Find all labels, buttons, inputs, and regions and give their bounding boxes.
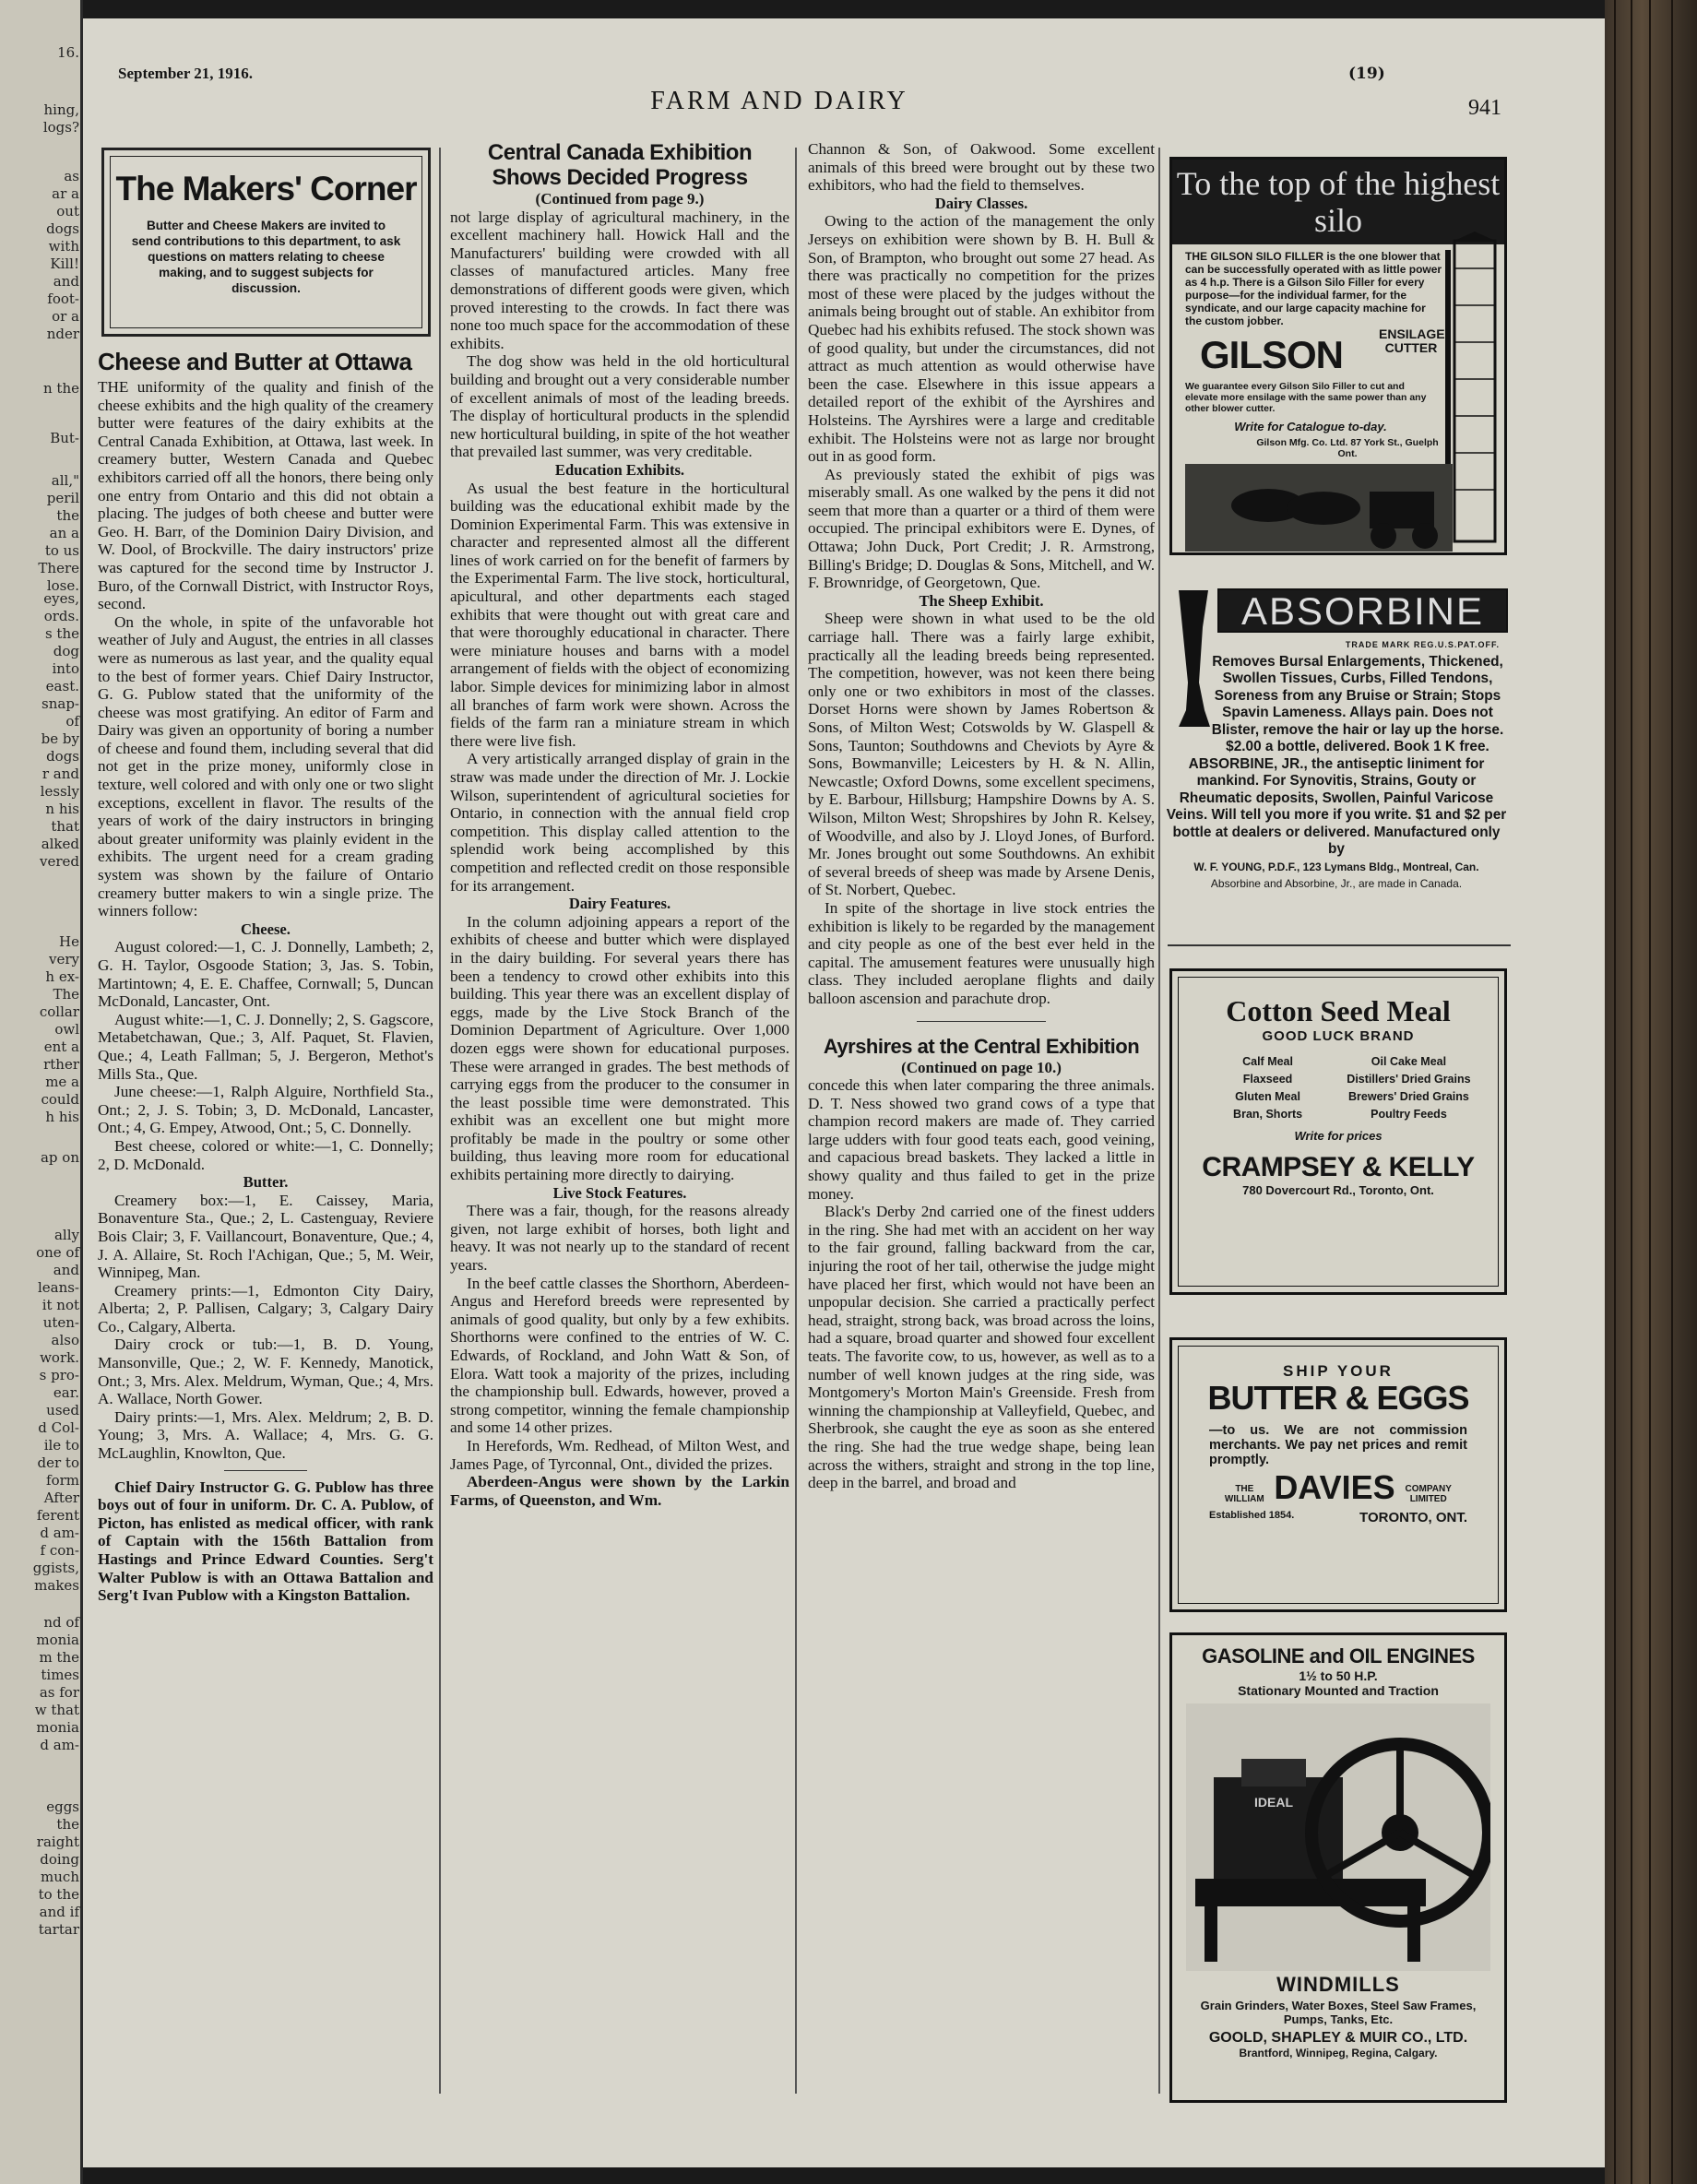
article-paragraph: concede this when later comparing the three animals. D. T. Ness showed two grand cows of a type that champion record makers are made of. They carried large udders with four good teats each, good veining, and capacious bread baskets. They lacked a little in showy quality and thus failed to get in the prize money. [808, 1076, 1155, 1203]
absorbine-address: W. F. YOUNG, P.D.F., 123 Lymans Bldg., Montreal, Can. [1193, 860, 1479, 873]
column-2 [450, 140, 789, 2095]
column-rule [795, 148, 797, 2094]
issue-date: September 21, 1916. [118, 65, 254, 82]
cotton-title: Cotton Seed Meal [1226, 994, 1451, 1027]
previous-page-edge [0, 0, 83, 2184]
windmills: WINDMILLS [1276, 1973, 1400, 1996]
absorbine-ad [1164, 636, 1509, 893]
article-paragraph: There was a fair, though, for the reasons already given, not large exhibit of horses, both light and heavy. It was not nearly up to the standard of recent years. [450, 1202, 789, 1275]
davies-city: TORONTO, ONT. [1359, 1510, 1467, 1525]
davies-est: Established 1854. [1209, 1510, 1295, 1521]
absorbine-text: Removes Bursal Enlargements, Thickened, Swollen Tissues, Curbs, Filled Tendons, Soreness from any Bruise or Strain; Stops Spavin Lameness. Allays pain. Does not Blister, remove the hair or lay up the horse. $2.00 a bottle, delivered. Book 1 K free. [1211, 653, 1504, 754]
gilson-address: Gilson Mfg. Co. Ltd. 87 York St., Guelph Ont. [1256, 437, 1439, 459]
edge-fragment: ally one of and leans- it not uten- also work. s pro- ear. used d Col- ile to der to form After ferent d am- f con- ggists, makes [32, 1227, 79, 1594]
article-paragraph: In Herefords, Wm. Redhead, of Milton West, and James Page, of Tyrconnal, Ont., divided the prizes. [450, 1436, 789, 1473]
results-paragraph: Best cheese, colored or white:—1, C. Donnelly; 2, D. McDonald. [98, 1136, 433, 1173]
davies-ship: SHIP YOUR [1283, 1362, 1394, 1380]
davies-title: BUTTER & EGGS [1207, 1379, 1469, 1417]
davies-ad [1169, 1337, 1507, 1612]
article-paragraph: As usual the best feature in the horticultural building was the educational exhibit made by the Dominion Experimental Farm. This was extensive in character and represented almost all the different lines of work carried on for the benefit of farmers by the Experimental Farm. The live stock, horticultural, apicultural, and other departments each staged exhibits that were thought out with great care and that were thoroughly educational in character. There were miniature houses and barns with a model arrangement of fields with the object of economizing labor. Simple devices for minimizing labor in almost all branches of farm work were shown. Across the fields of the farm ran a miniature stream in which there were live fish. [450, 479, 789, 750]
cotton-items [1179, 1053, 1498, 1123]
edge-fragment: as ar a out dogs with Kill! and foot- or a nder [46, 168, 79, 342]
davies-text: —to us. We are not commission merchants. We pay net prices and remit promptly. [1209, 1423, 1467, 1467]
article-paragraph: Black's Derby 2nd carried one of the finest udders in the ring. She had met with an accident on her way to the fair ground, falling backward from the car, injuring the root of her tail, otherwise the judge might have placed her first, which would not have been an unpopular decision. She carried a practically perfect head, straight, strong back, was broad across the loins, had a square, broad quarter and showed four excellent teats. The favorite cow, to us, however, as well as to a number of well known judges at the ring side, was Montgomery's Morton Main's Greenside. Fresh from winning the championship at Valleyfield, Quebec, and Sherbrook, she caught the eye as soon as she entered the ring. She had the true wedge shape, being lean across the withers, straight and strong in the top line, deep in the barrel, and broad and [808, 1203, 1155, 1492]
cotton-item: Distillers' Dried Grains [1347, 1073, 1471, 1086]
gilson-ad-text: THE GILSON SILO FILLER is the one blower that can be successfully operated with as little power as 4 h.p. There is a Gilson Silo Filler for every purpose—for the individual farmer, for the syndicate, and our large capacity machine for the custom jobber. [1185, 250, 1442, 327]
headline-central-canada: Central Canada Exhibition Shows Decided Progress [487, 140, 753, 190]
edge-fragment: 16. [57, 44, 79, 61]
article-paragraph: Chief Dairy Instructor G. G. Publow has three boys out of four in uniform. Dr. C. A. Publow, of Picton, has enlisted as medical officer, with rank of Captain with the 156th Battalion from Hastings and Prince Edward Counties. Serg't Walter Publow is with an Ottawa Battalion and Serg't Ivan Publow with a Kingston Battalion. [98, 1478, 433, 1605]
column-rule [439, 148, 441, 2094]
results-paragraph: August colored:—1, C. J. Donnelly, Lambeth; 2, G. H. Taylor, Osgoode Station; 3, Jas. S. Tobin, Martintown; 4, E. E. Chaffee, Cornwall; 5, Duncan McDonald, Lancaster, Ont. [98, 938, 433, 1011]
gilson-catalogue: Write for Catalogue to-day. [1234, 420, 1387, 433]
article-paragraph: A very artistically arranged display of grain in the straw was made under the direction of Mr. J. Lockie Wilson, superintendent of agricultural societies for Ontario, in connection with the annual field crop competition. This display called attention to the splendid work being accomplished by this competition and reflected credit on those responsible for its arrangement. [450, 750, 789, 895]
edge-fragment: He very h ex- The collar owl ent a rther me a could h his [39, 933, 79, 1125]
results-paragraph: Creamery prints:—1, Edmonton City Dairy, Alberta; 2, P. Pallisen, Calgary; 3, Calgary Dairy Co., Calgary, Alberta. [98, 1281, 433, 1335]
article-paragraph: Channon & Son, of Oakwood. Some excellent animals of this breed were brought out by these two exhibitors, who had the field to themselves. [808, 140, 1155, 195]
gilson-ad [1169, 157, 1507, 555]
edge-fragment: eggs the raight doing much to the and if tartar [36, 1798, 79, 1938]
column-rule [1158, 148, 1160, 2094]
absorbine-jr-text: ABSORBINE, JR., the antiseptic liniment for mankind. For Synovitis, Strains, Gouty or Rheumatic deposits, Swollen, Painful Varicose Veins. Will tell you more if you write. $1 and $2 per bottle at dealers or delivered. Manufactured only by [1166, 755, 1507, 857]
ad-rule [1168, 944, 1511, 946]
engine-title: GASOLINE and OIL ENGINES [1202, 1644, 1475, 1668]
edge-fragment: But- [50, 430, 79, 446]
gilson-ad-top: To the top of the highest silo [1172, 160, 1504, 244]
headline-cheese-butter: Cheese and Butter at Ottawa [98, 349, 412, 375]
gilson-cutter: ENSILAGE CUTTER [1379, 326, 1445, 355]
short-rule [224, 1470, 307, 1471]
headline-ayrshires: Ayrshires at the Central Exhibition [823, 1034, 1140, 1058]
goold-cities: Brantford, Winnipeg, Regina, Calgary. [1239, 2047, 1438, 2059]
engine-illustration [1186, 1703, 1490, 1971]
edge-fragment: hing, logs? [42, 101, 79, 136]
results-paragraph: Dairy prints:—1, Mrs. Alex. Meldrum; 2, B. D. Young; 3, Mrs. A. Wallace; 4, Mrs. G. G. McLaughlin, Knowlton, Que. [98, 1407, 433, 1463]
cotton-item: Brewers' Dried Grains [1348, 1090, 1469, 1103]
cotton-cta: Write for prices [1294, 1129, 1383, 1143]
article-paragraph: In the column adjoining appears a report of the exhibits of cheese and butter which were displayed in the dairy building. For several years there has been a tendency to crowd other exhibits into this building. This year there was an excellent display of eggs, made by the Live Stock Branch of the Dominion Department of Agriculture. Over 1,000 dozen eggs were shown for educational purposes. These were arranged in grades. The best methods of carrying eggs from the producer to the consumer in the least possible time were demonstrated. This exhibit was an excellent one but might more profitably be made in the poultry or some other building, thus leaving more room for educational exhibits pertaining more directly to dairying. [450, 912, 789, 1184]
davies-the: THE WILLIAM [1224, 1484, 1264, 1504]
edge-fragment: n the [43, 380, 79, 397]
edge-fragment: ap on [40, 1149, 79, 1166]
subhead-live-stock: Live Stock Features. [552, 1183, 687, 1202]
goold-shapley-ad [1169, 1632, 1507, 2103]
continued-on: (Continued on page 10.) [901, 1058, 1062, 1076]
subhead-dairy-features: Dairy Features. [568, 895, 671, 913]
cotton-item: Poultry Feeds [1371, 1108, 1447, 1121]
article-paragraph: The dog show was held in the old horticultural building and brought out a very considerable number of excellent animals of most of the leading breeds. The display of horticultural products in the splendid new horticultural building, in spite of the hot weather that prevailed last summer, was very creditable. [450, 352, 789, 461]
column-3 [808, 140, 1155, 2095]
cotton-brand: GOOD LUCK BRAND [1262, 1028, 1415, 1044]
article-paragraph: Owing to the action of the management the only Jerseys on exhibition were shown by B. H. Bull & Son, of Brampton, who brought out some 27 head. As there was practically no competition for the prizes most of these were placed by the judges without the animals being brought out of stable. An exhibitor from Quebec had his exhibits refused. The stock shown was of good quality, but under the circumstances, did not attract as much attention as would otherwise have been the case. Elsewhere in this issue appears a detailed report of the exhibit of the Ayrshires and Holsteins. The Ayrshires were a large and creditable exhibit. The Holsteins were not as large nor brought out in as good form. [808, 212, 1155, 466]
horses-illustration [1185, 464, 1453, 552]
results-paragraph: August white:—1, C. J. Donnelly; 2, S. Gagscore, Metabetchawan, Que.; 3, Alf. Paquet, St. Flavien, Que.; 4, Leath Fallman; 5, J. Bergeron, Methot's Mills Sta., Que. [98, 1010, 433, 1083]
article-paragraph: In the beef cattle classes the Shorthorn, Aberdeen-Angus and Hereford breeds were represented by animals of good quality, but only by a few exhibits. Shorthorns were confined to the entries of W. C. Edwards, of Rockland, and John Watt & Son, of Elora. Watt took a majority of the prizes, including the championship bull. Edwards, however, proved a strong competitor, winning the female championship and some 14 other prizes. [450, 1274, 789, 1437]
article-paragraph: not large display of agricultural machinery, in the excellent machinery hall. Howick Hall and the Manufacturers' building were crowded with all classes of manufactured articles. Many free demonstrations of different goods were given, which proved interesting to the crowds. In fact there was none too much space for the accommodation of these exhibits. [450, 208, 789, 352]
short-rule [917, 1021, 1046, 1022]
subhead-sheep: The Sheep Exhibit. [919, 591, 1044, 610]
makers-corner-text: Butter and Cheese Makers are invited to send contributions to this department, to ask questions on matters relating to cheese making, and to suggest subjects for discussion. [131, 219, 401, 295]
masthead: FARM AND DAIRY [650, 87, 908, 115]
absorbine-note: Absorbine and Absorbine, Jr., are made in Canada. [1210, 877, 1463, 890]
edge-fragment: eyes, ords. s the dog into east. snap- of be by dogs r and lessly n his that alked vered [39, 590, 79, 870]
article-paragraph: As previously stated the exhibit of pigs was miserably small. As one walked by the pens it did not seem that more than a quarter or a third of them were occupied. The principal exhibitors were E. Dynes, of Ottawa; John Duck, Port Credit; J. R. Armstrong, Billing's Bridge; D. Douglas & Sons, Mitchell, and W. F. Brownridge, of Georgetown, Que. [808, 465, 1155, 592]
cotton-seed-ad [1169, 968, 1507, 1295]
article-paragraph: Sheep were shown in what used to be the old carriage hall. There was a fairly large exhibit, practically all the leading breeds being represented. The competition, however, was not keen there being only one or two exhibitors in most of the classes. Dorset Horns were shown by James Robertson & Sons, of Milton West; Cotswolds by W. Glaspell & Sons, Taunton; Southdowns and Cheviots by Ayre & Sons, Bowmanville; Leicesters by H. & N. Allin, Newcastle; Oxford Downs, some excellent specimens, by E. Barbour, Hillsburg; Hampshire Downs by A. S. Wilson, Milton West; Shropshires by John R. Kelsey, of Woodville, and also by J. Lloyd Jones, of Burford. Mr. Jones brought out some Southdowns. An exhibit of several breeds of sheep was made by Arsene Denis, of St. Norbert, Quebec. [808, 610, 1155, 899]
makers-corner-box [101, 148, 431, 337]
cotton-item: Oil Cake Meal [1371, 1055, 1447, 1068]
subhead-cheese: Cheese. [241, 920, 291, 938]
cotton-item: Gluten Meal [1235, 1090, 1300, 1103]
book-spine [1605, 0, 1697, 2184]
article-paragraph: THE uniformity of the quality and finish of the cheese exhibits and the high quality of the creamery butter were features of the dairy exhibits at the Central Canada Exhibition, at Ottawa, last week. In creamery butter, Western Canada and Quebec exhibitors carried off all the honors, there being only one entry from Ontario and this did not obtain a placing. The judges of both cheese and butter were Geo. H. Barr, of the Dominion Dairy Division, and W. Dool, of Brockville. The dairy instructors' prize was captured for the second time by Instructor J. Buro, of the Cornwall District, with Instructor Roys, second. [98, 378, 433, 613]
engine-ideal-label: IDEAL [1254, 1795, 1293, 1810]
cotton-item: Bran, Shorts [1233, 1108, 1303, 1121]
article-paragraph: Aberdeen-Angus were shown by the Larkin Farms, of Queenston, and Wm. [450, 1473, 789, 1509]
cotton-item: Flaxseed [1242, 1073, 1293, 1086]
absorbine-brand: ABSORBINE [1217, 588, 1508, 633]
continued-from: (Continued from page 9.) [535, 190, 705, 208]
article-paragraph: On the whole, in spite of the unfavorable hot weather of July and August, the entries in all classes were as numerous as last year, and the quality equal to the best of former years. Chief Dairy Instructor, G. G. Publow stated that the uniformity of the cheese was most gratifying. An editor of Farm and Dairy was given an opportunity of boring a number of cheese and found them, including several that did not get in the prize money, uniformly close in texture, well colored and with only one or two slight exceptions, excellent in flavor. The results of the years of work of the dairy instructors in bringing about greater uniformity was plainly evident in the exhibits. The urgent need for a cream grading system was shown by the failure of Ontario creamery butter makers to win a single prize. The winners follow: [98, 612, 433, 920]
cotton-item: Calf Meal [1242, 1055, 1293, 1068]
davies-name: DAVIES [1274, 1468, 1395, 1506]
engine-type: Stationary Mounted and Traction [1238, 1683, 1439, 1698]
goold-products: Grain Grinders, Water Boxes, Steel Saw Frames, Pumps, Tanks, Etc. [1200, 1999, 1477, 2026]
cotton-company: CRAMPSEY & KELLY [1202, 1152, 1475, 1182]
edge-fragment: all," peril the an a to us There lose. [38, 472, 79, 594]
column-1 [98, 349, 433, 2129]
subhead-butter: Butter. [243, 1173, 289, 1192]
makers-corner-title: The Makers' Corner [115, 170, 417, 208]
engine-hp: 1½ to 50 H.P. [1299, 1668, 1378, 1683]
subhead-dairy-classes: Dairy Classes. [934, 194, 1028, 212]
article-paragraph: In spite of the shortage in live stock entries the exhibition is likely to be regarded by the management and city people as one of the best ever held in the capital. The amusement features were unusually high class. They included aeroplane flights and daily balloon ascension and parachute drop. [808, 898, 1155, 1007]
results-paragraph: Dairy crock or tub:—1, B. D. Young, Mansonville, Que.; 2, W. F. Kennedy, Manotick, Ont.; 3, Mrs. Alex. Meldrum, Wyman, Que.; 4, Mrs. A. Wallace, North Gower. [98, 1335, 433, 1408]
gilson-brand: GILSON [1200, 333, 1344, 376]
davies-company: COMPANY LIMITED [1405, 1484, 1452, 1504]
page-paren: (19) [1348, 65, 1385, 83]
page-number: 941 [1468, 96, 1501, 120]
edge-fragment: nd of monia m the times as for w that monia d am- [34, 1614, 79, 1753]
subhead-education: Education Exhibits. [554, 460, 685, 479]
cotton-address: 780 Dovercourt Rd., Toronto, Ont. [1242, 1183, 1434, 1197]
results-paragraph: Creamery box:—1, E. Caissey, Maria, Bonaventure Sta., Que.; 2, L. Castenguay, Reviere Bois Clair; 3, F. Vaillancourt, Bonaventure, Que.; 4, J. A. Allaire, St. Roch l'Achigan, Que.; 5, M. Weir, Winnipeg, Man. [98, 1191, 433, 1282]
results-paragraph: June cheese:—1, Ralph Alguire, Northfield Sta., Ont.; 2, J. S. Tobin; 3, D. McDonald, Lancaster, Ont.; 4, G. Empey, Atwood, Ont.; 5, C. Donnelly. [98, 1083, 433, 1137]
goold-company: GOOLD, SHAPLEY & MUIR CO., LTD. [1208, 2030, 1468, 2046]
absorbine-trademark: TRADE MARK REG.U.S.PAT.OFF. [1345, 640, 1500, 649]
gilson-guarantee: We guarantee every Gilson Silo Filler to cut and elevate more ensilage with the same power than any other blower cutter. [1185, 381, 1427, 414]
